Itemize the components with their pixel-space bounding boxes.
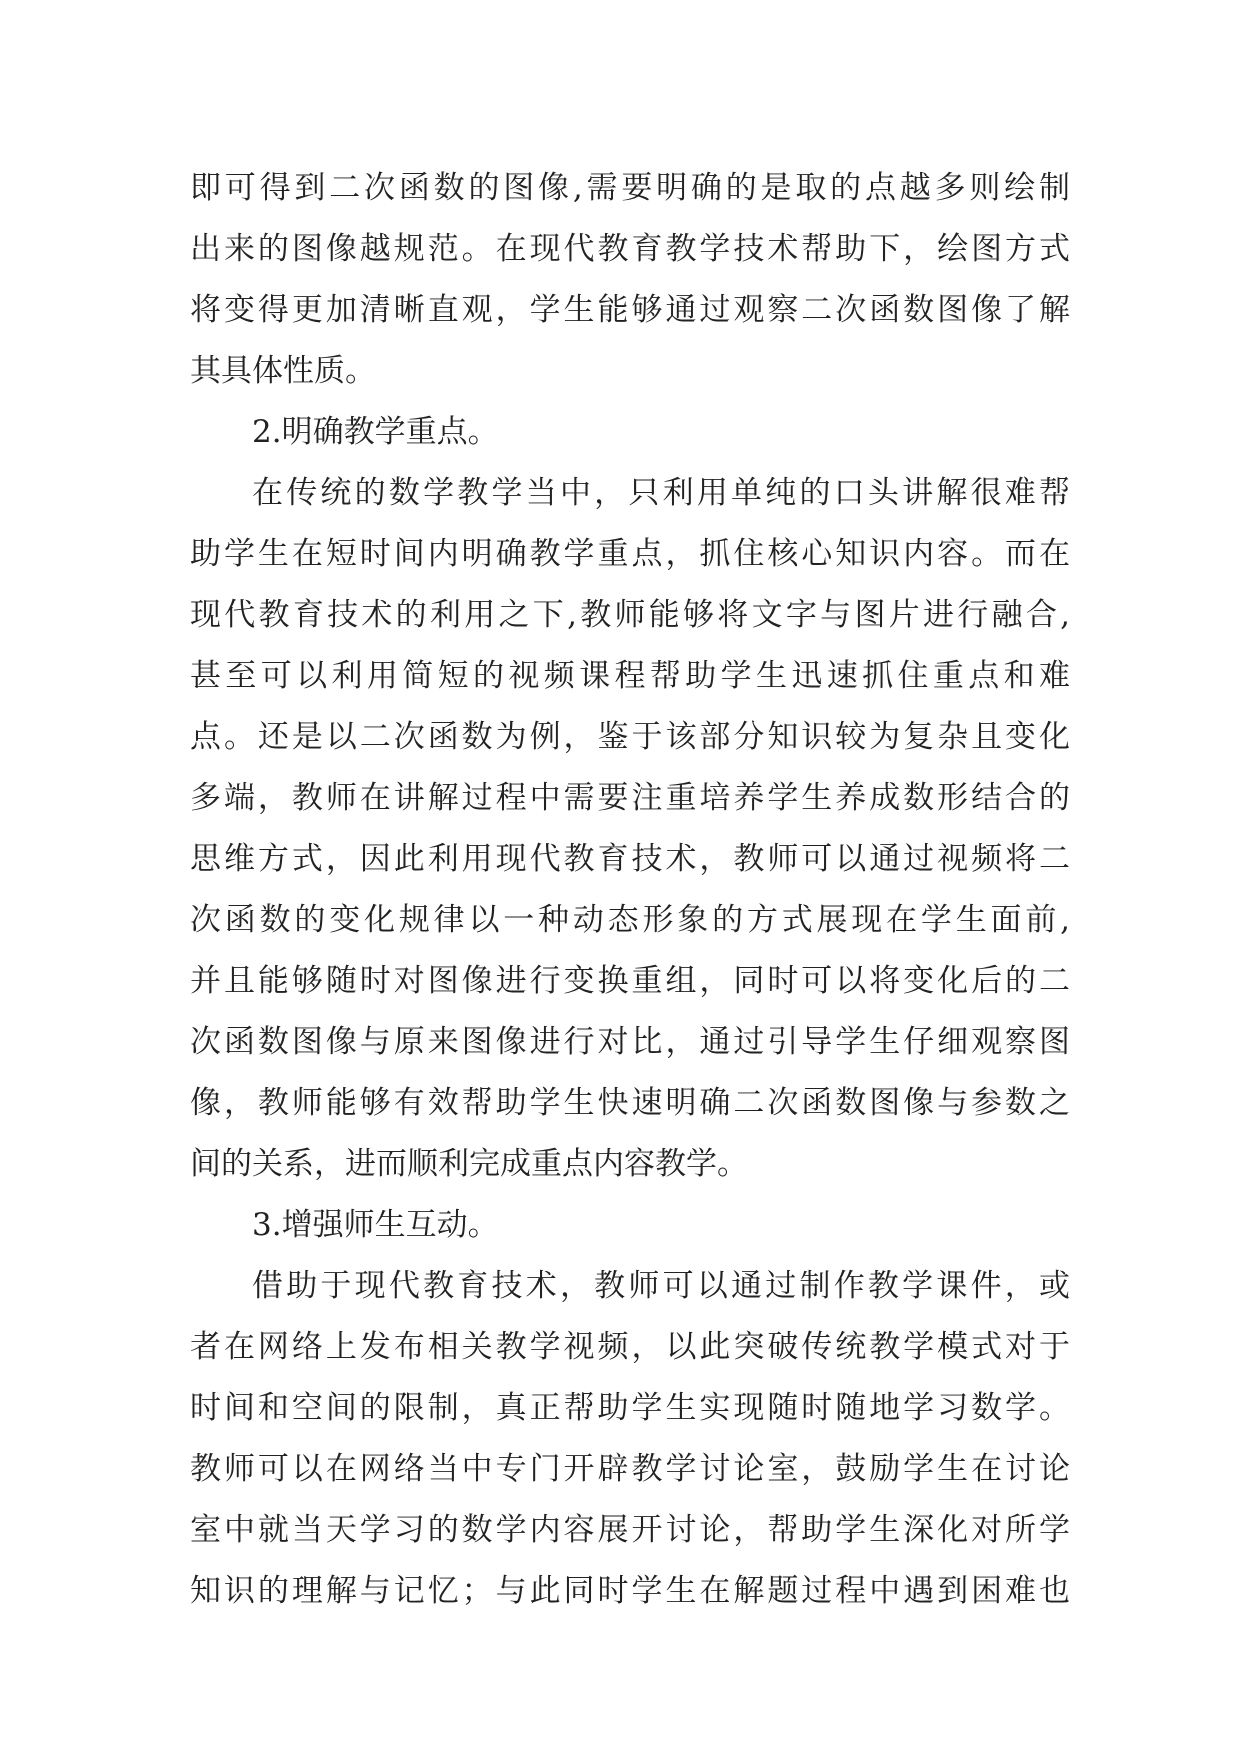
text-line: 知识的理解与记忆；与此同时学生在解题过程中遇到困难也	[190, 1573, 1070, 1609]
text-line: 次函数图像与原来图像进行对比，通过引导学生仔细观察图	[190, 1024, 1070, 1060]
text-line: 借助于现代教育技术，教师可以通过制作教学课件，或	[252, 1268, 1070, 1304]
text-line: 思维方式，因此利用现代教育技术，教师可以通过视频将二	[190, 841, 1070, 877]
text-line: 间的关系，进而顺利完成重点内容教学。	[190, 1146, 748, 1182]
text-line: 点。还是以二次函数为例，鉴于该部分知识较为复杂且变化	[190, 719, 1070, 755]
text-line: 像，教师能够有效帮助学生快速明确二次函数图像与参数之	[190, 1085, 1070, 1121]
text-line: 即可得到二次函数的图像,需要明确的是取的点越多则绘制	[190, 170, 1070, 206]
text-line: 甚至可以利用简短的视频课程帮助学生迅速抓住重点和难	[190, 658, 1070, 694]
text-line: 助学生在短时间内明确教学重点，抓住核心知识内容。而在	[190, 536, 1070, 572]
text-line: 现代教育技术的利用之下,教师能够将文字与图片进行融合,	[190, 597, 1070, 633]
section-heading: 3.增强师生互动。	[252, 1207, 499, 1243]
document-body	[190, 158, 1070, 1622]
text-line: 在传统的数学教学当中，只利用单纯的口头讲解很难帮	[252, 475, 1070, 511]
text-line: 室中就当天学习的数学内容展开讨论，帮助学生深化对所学	[190, 1512, 1070, 1548]
text-line: 将变得更加清晰直观，学生能够通过观察二次函数图像了解	[190, 292, 1070, 328]
text-line: 出来的图像越规范。在现代教育教学技术帮助下，绘图方式	[190, 231, 1070, 267]
text-line: 者在网络上发布相关教学视频，以此突破传统教学模式对于	[190, 1329, 1070, 1365]
text-line: 并且能够随时对图像进行变换重组，同时可以将变化后的二	[190, 963, 1070, 999]
text-line: 其具体性质。	[190, 353, 376, 389]
section-heading: 2.明确教学重点。	[252, 414, 499, 450]
text-line: 次函数的变化规律以一种动态形象的方式展现在学生面前,	[190, 902, 1070, 938]
text-line: 时间和空间的限制，真正帮助学生实现随时随地学习数学。	[190, 1390, 1070, 1426]
text-line: 教师可以在网络当中专门开辟教学讨论室，鼓励学生在讨论	[190, 1451, 1070, 1487]
text-line: 多端，教师在讲解过程中需要注重培养学生养成数形结合的	[190, 780, 1070, 816]
